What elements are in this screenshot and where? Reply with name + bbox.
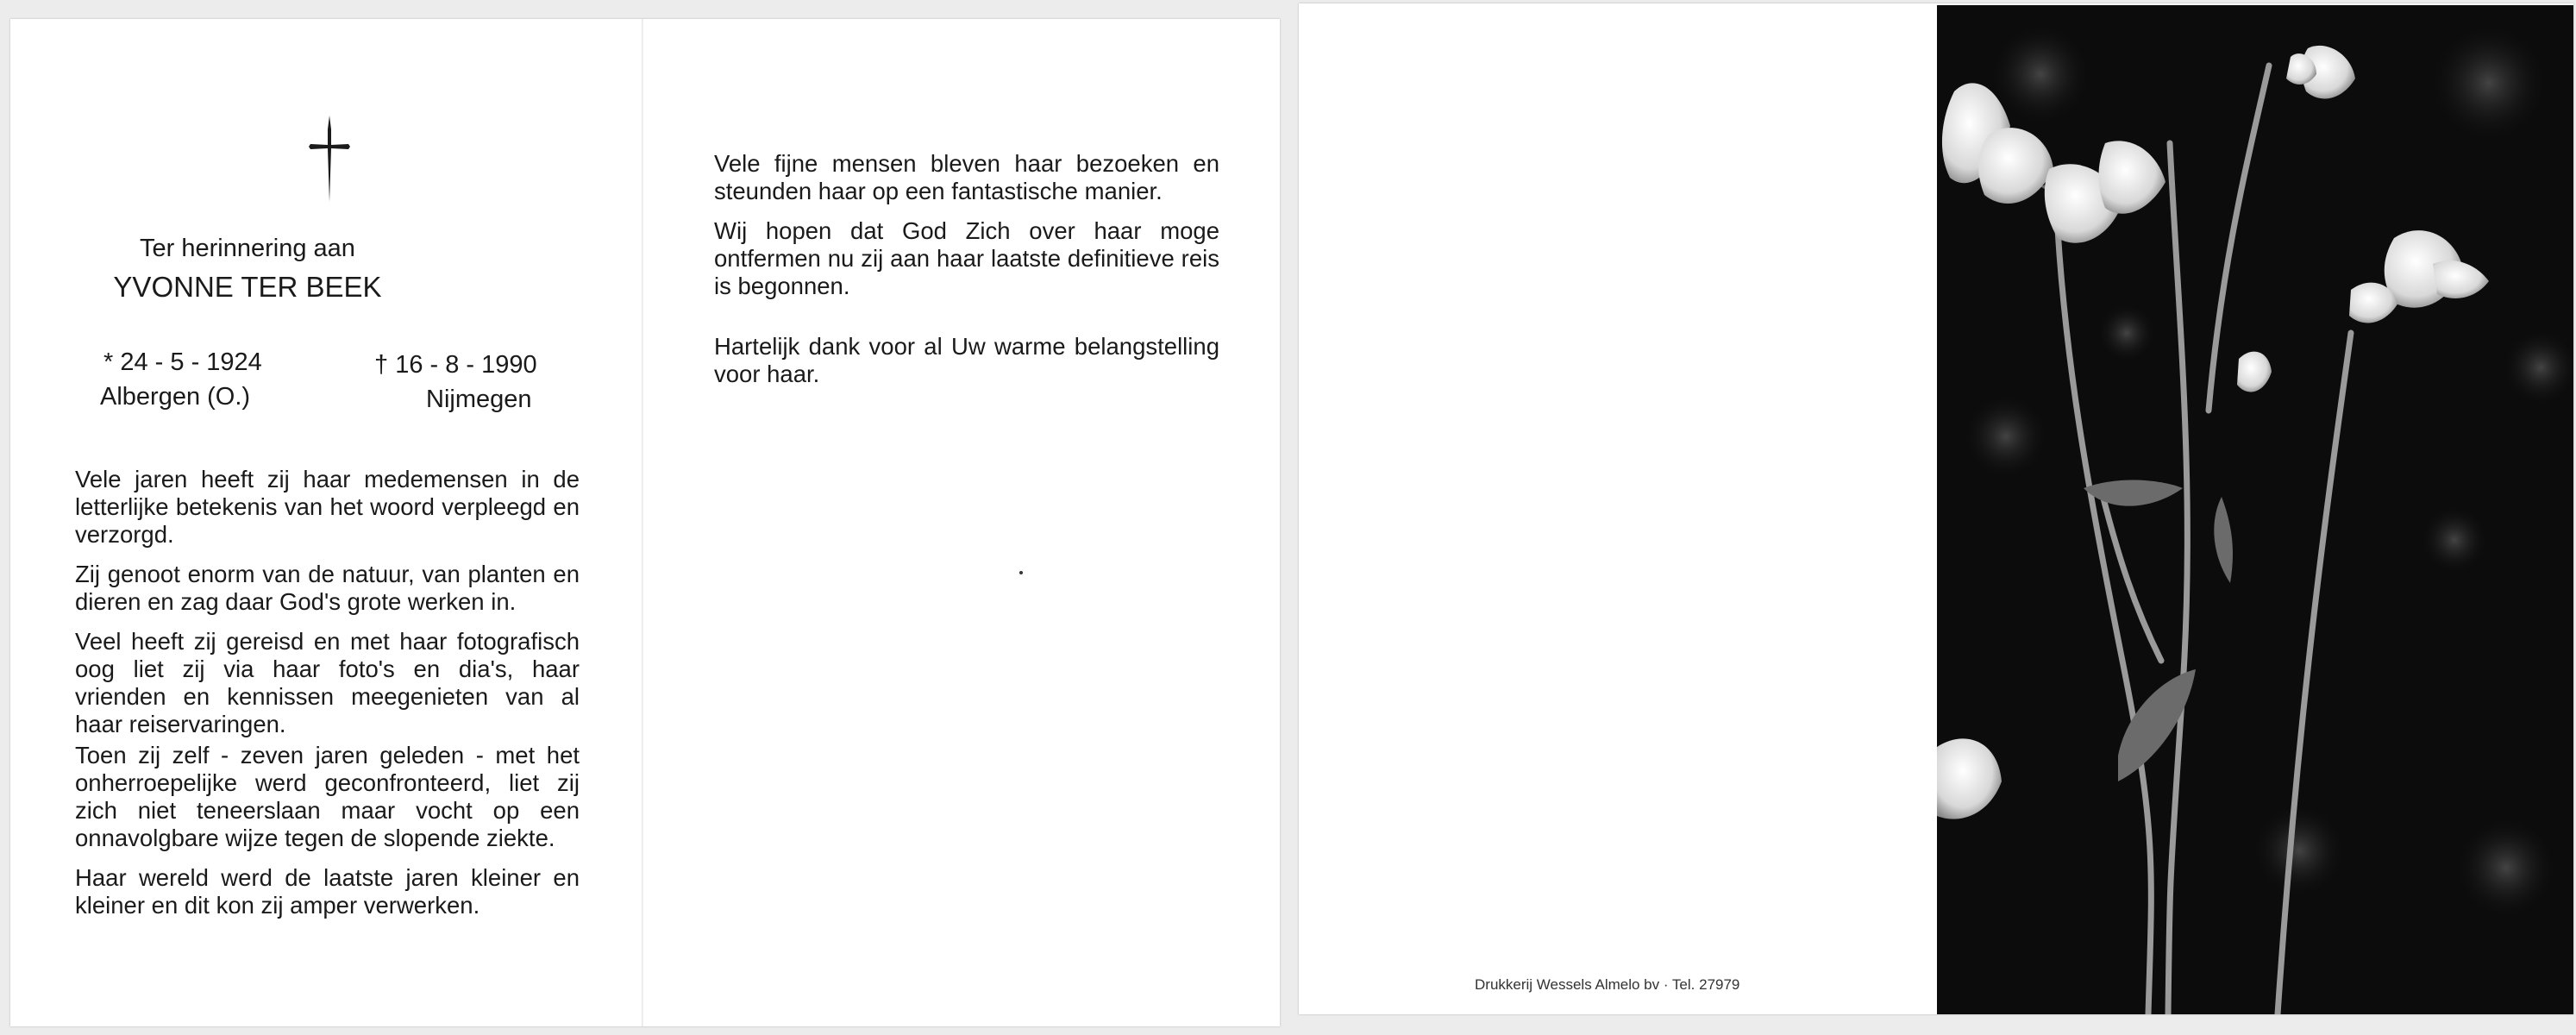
printer-imprint: Drukkerij Wessels Almelo bv · Tel. 27979 <box>1475 976 1740 993</box>
cross-icon <box>298 112 360 207</box>
card-inside-spread <box>10 19 1280 1026</box>
flower-photo <box>1937 5 2573 1014</box>
card-outside-spread <box>1299 3 2573 1014</box>
death-symbol: † <box>374 351 389 379</box>
closing-paragraph: Wij hopen dat God Zich over haar moge ontfermen nu zij aan haar laatste definitieve reis is begonnen. <box>714 217 1219 299</box>
birth-place: Albergen (O.) <box>100 383 251 411</box>
birth-line <box>103 348 262 377</box>
paper-speck <box>1019 571 1023 574</box>
biography-paragraph: Veel heeft zij gereisd en met haar fotografisch oog liet zij via haar foto's en dia's, haar vrienden en kennissen meegenieten van al haar reiservaringen. <box>75 628 580 737</box>
birth-date: 24 - 5 - 1924 <box>120 348 262 376</box>
death-place: Nijmegen <box>426 386 532 413</box>
closing-paragraph: Hartelijk dank voor al Uw warme belangstelling voor haar. <box>714 333 1219 387</box>
thanks-column <box>714 150 1219 388</box>
birth-symbol: * <box>103 348 114 376</box>
biography-paragraph: Haar wereld werd de laatste jaren kleiner en kleiner en dit kon zij amper verwerken. <box>75 864 580 919</box>
biography-column <box>75 466 580 919</box>
biography-paragraph: Zij genoot enorm van de natuur, van planten en dieren en zag daar God's grote werken in. <box>75 561 580 615</box>
death-date: 16 - 8 - 1990 <box>395 351 537 379</box>
remembrance-heading: Ter herinnering aan <box>140 235 355 262</box>
fold-line <box>642 19 643 1026</box>
biography-paragraph: Toen zij zelf - zeven jaren geleden - met het onherroepelijke werd geconfronteerd, liet zij zich niet teneerslaan maar vocht op een onnavolgbare wijze tegen de slopende ziekte. <box>75 742 580 851</box>
columbine-flowers-image <box>1937 5 2573 1014</box>
deceased-name: YVONNE TER BEEK <box>113 271 382 303</box>
closing-paragraph: Vele fijne mensen bleven haar bezoeken en steunden haar op een fantastische manier. <box>714 150 1219 204</box>
biography-paragraph: Vele jaren heeft zij haar medemensen in de letterlijke betekenis van het woord verpleegd en verzorgd. <box>75 466 580 548</box>
death-line <box>374 351 537 380</box>
